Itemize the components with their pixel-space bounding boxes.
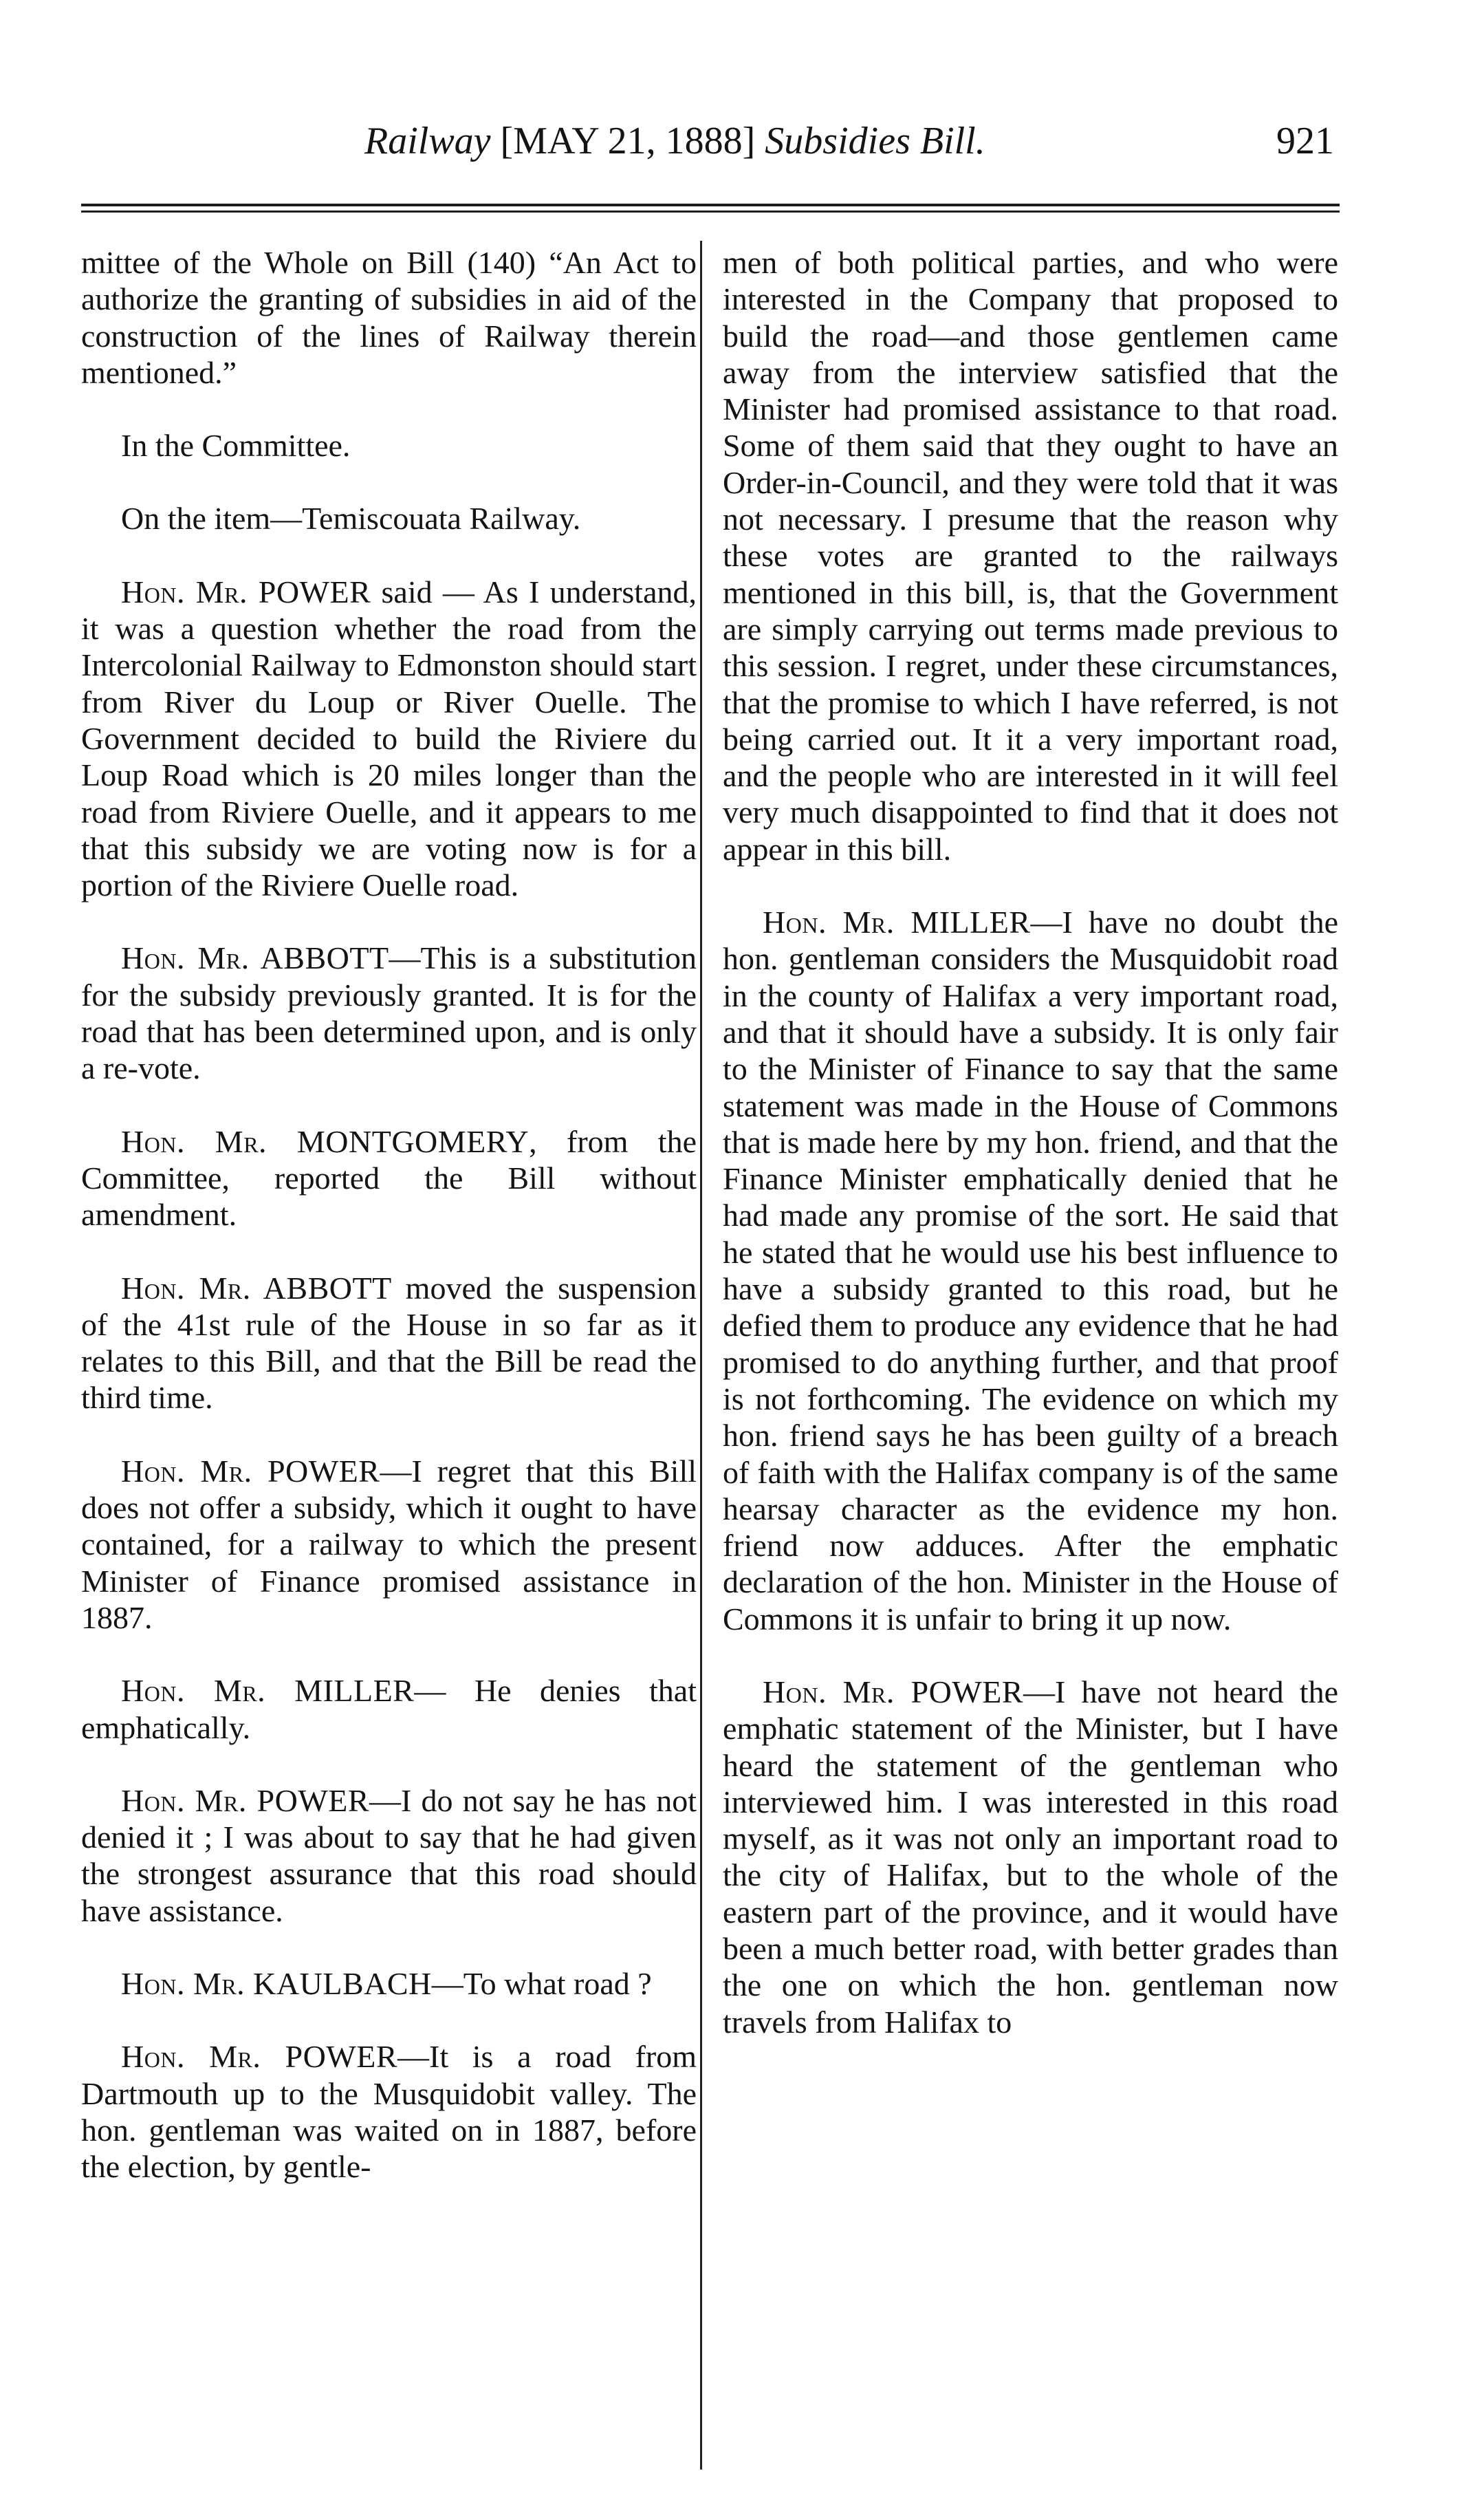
paragraph — [81, 427, 697, 464]
speaker-name: Hon. Mr. MONTGOMERY — [121, 1123, 530, 1159]
speaker-name: Hon. Mr. POWER — [121, 2039, 398, 2075]
right-column — [723, 244, 1338, 2040]
paragraph-text: said — As I understand, it was a question whether the road from the Intercolonial Railway to Edmonston should start from River du Loup or River Ouelle. The Government decided to build the Riviere du Loup Road which is 20 miles longer than the road from Riviere Ouelle, and it appears to me that this subsidy we are voting now is for a portion of the Riviere Ouelle road. — [81, 574, 697, 903]
paragraph-text: , from the Committee, reported the Bill without amendment. — [81, 1123, 697, 1233]
paragraph — [81, 1672, 697, 1746]
paragraph-text: —I have not heard the emphatic statement of the Minister, but I have heard the statement of the gentleman who interviewed him. I was interested in this road myself, as it was not only an important road to the city of Halifax, but to the whole of the eastern part of the province, and it would have been a much better road, with better grades than the one on which the hon. gentleman now travels from Halifax to — [723, 1674, 1338, 2040]
paragraph — [81, 1965, 697, 2002]
paragraph — [81, 500, 697, 537]
page-number: 921 — [1276, 120, 1334, 162]
header-rule-top — [81, 204, 1340, 206]
speaker-name: Hon. Mr. ABBOTT — [121, 1270, 392, 1306]
paragraph-text: mittee of the Whole on Bill (140) “An Act to authorize the granting of subsidies in aid of the construction of the lines of Railway therein mentioned.” — [81, 245, 697, 390]
speaker-name: Hon. Mr. POWER — [121, 1453, 380, 1489]
paragraph — [81, 1270, 697, 1416]
speaker-name: Hon. Mr. POWER — [121, 1782, 370, 1818]
paragraph-text: men of both political parties, and who were interested in the Company that proposed to build the road—and those gentlemen came away from the interview satisfied that the Minister had promised assistance to that road. Some of them said that they ought to have an Order-in-Council, and they were told that it was not necessary. I presume that the reason why these votes are granted to the railways mentioned in this bill, is, that the Government are simply carrying out terms made previous to this session. I regret, under these circumstances, that the promise to which I have referred, is not being carried out. It it a very important road, and the people who are interested in it will feel very much disappointed to find that it does not appear in this bill. — [723, 245, 1338, 867]
speaker-name: Hon. Mr. POWER — [121, 574, 371, 609]
paragraph-text: In the Committee. — [121, 428, 351, 464]
header-title-part1: Railway — [364, 120, 491, 162]
speaker-name: Hon. Mr. MILLER — [121, 1673, 415, 1709]
paragraph-text: moved the suspension of the 41st rule of the House in so far as it relates to this Bill, and that the Bill be read the third time. — [81, 1270, 697, 1416]
paragraph-text: On the item—Temiscouata Railway. — [121, 501, 581, 537]
paragraph — [81, 940, 697, 1086]
header-date: [MAY 21, 1888] — [500, 120, 756, 162]
paragraph — [81, 2038, 697, 2185]
paragraph — [81, 1782, 697, 1929]
left-column — [81, 244, 697, 2185]
header-rule-bottom — [81, 210, 1340, 213]
speaker-name: Hon. Mr. ABBOTT — [121, 940, 389, 976]
paragraph-text: —I have no doubt the hon. gentleman considers the Musquidobit road in the county of Halifax a very important road, and that it should have a subsidy. It is only fair to the Minister of Finance to say that the same statement was made in the House of Commons that is made here by my hon. friend, and that the Finance Minister emphatically denied that he had made any promise of the sort. He said that he stated that he would use his best influence to have a subsidy granted to this road, but he defied them to produce any evidence that he had promised to do anything further, and that proof is not forthcoming. The evidence on which my hon. friend says he has been guilty of a breach of faith with the Halifax company is of the same hearsay character as the evidence my hon. friend now adduces. After the emphatic declaration of the hon. Minister in the House of Commons it is unfair to bring it up now. — [723, 905, 1338, 1636]
paragraph — [81, 1453, 697, 1636]
paragraph — [723, 244, 1338, 867]
paragraph-text: —This is a substitution for the subsidy previously granted. It is for the road that has been determined upon, and is only a re-vote. — [81, 940, 697, 1086]
column-divider — [700, 241, 702, 2470]
paragraph — [81, 574, 697, 904]
paragraph-text: — He denies that emphatically. — [81, 1673, 697, 1745]
paragraph — [723, 1674, 1338, 2040]
paragraph-text: —I do not say he has not denied it ; I was about to say that he had given the strongest assurance that this road should have assistance. — [81, 1782, 697, 1928]
paragraph-text: —It is a road from Dartmouth up to the Musquidobit valley. The hon. gentleman was waited on in 1887, before the election, by gentle- — [81, 2039, 697, 2185]
paragraph — [723, 904, 1338, 1637]
running-header — [83, 110, 1341, 172]
paragraph — [81, 244, 697, 391]
paragraph — [81, 1123, 697, 1233]
header-title-part2: Subsidies Bill. — [765, 120, 985, 162]
paragraph-text: —To what road ? — [431, 1965, 652, 2001]
running-title — [364, 110, 985, 172]
speaker-name: Hon. Mr. POWER — [763, 1674, 1024, 1709]
paragraph-text: —I regret that this Bill does not offer a subsidy, which it ought to have contained, for a railway to which the present Minister of Finance promised assistance in 1887. — [81, 1453, 697, 1635]
speaker-name: Hon. Mr. MILLER — [763, 905, 1031, 940]
speaker-name: Hon. Mr. KAULBACH — [121, 1965, 432, 2001]
